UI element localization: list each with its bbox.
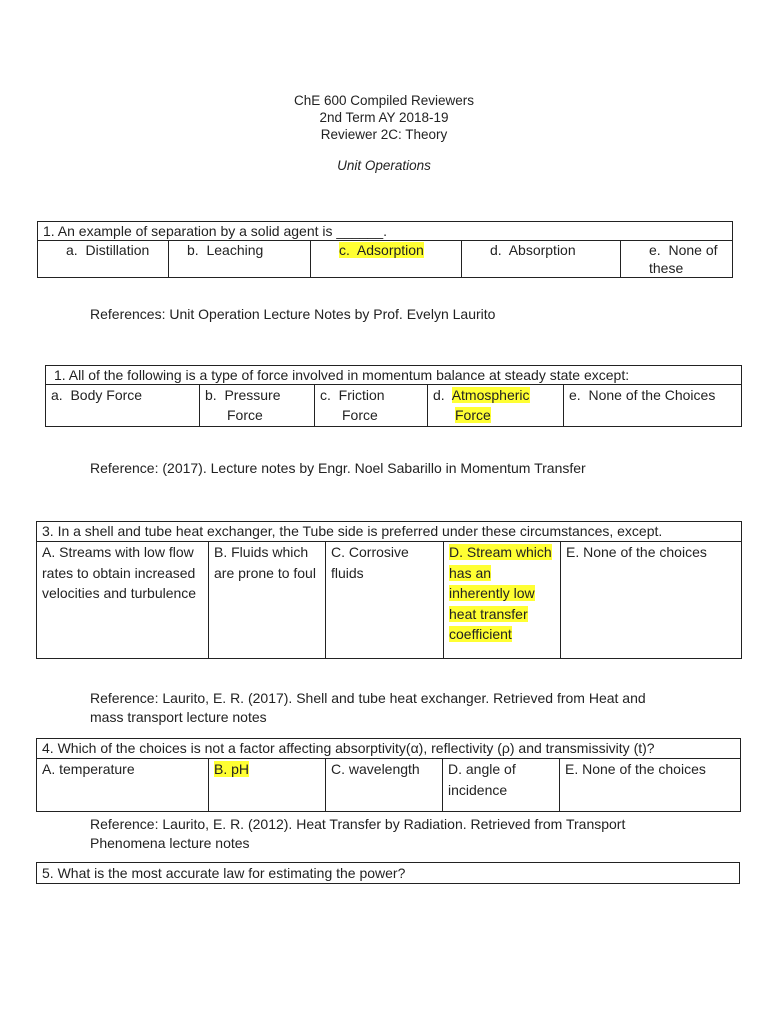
question-4-table	[36, 738, 741, 812]
document-header	[0, 92, 768, 143]
q3-option-e: E. None of the choices	[561, 542, 742, 659]
q3-option-d-answer: D. Stream which has an inherently low heat transfer coefficient	[444, 542, 561, 659]
subject-title: Unit Operations	[337, 158, 431, 173]
q3-option-a: A. Streams with low flow rates to obtain increased velocities and turbulence	[37, 542, 209, 659]
q4-option-c: C. wavelength	[326, 759, 443, 812]
q1-option-d: d. Absorption	[462, 241, 621, 278]
q4-option-b-answer: B. pH	[209, 759, 326, 812]
q2-reference: Reference: (2017). Lecture notes by Engr. Noel Sabarillo in Momentum Transfer	[90, 460, 586, 476]
question-1-table	[37, 221, 733, 278]
q2-option-d-answer: d. Atmospheric Force	[428, 385, 564, 427]
q1-option-c-answer: c. Adsorption	[311, 241, 462, 278]
reviewer-title: Reviewer 2C: Theory	[320, 127, 448, 142]
question-4-stem: 4. Which of the choices is not a factor affecting absorptivity(α), reflectivity (ρ) and transmissivity (t)?	[37, 739, 741, 759]
question-3-stem: 3. In a shell and tube heat exchanger, the Tube side is preferred under these circumstances, except.	[37, 522, 742, 542]
q2-option-a: a. Body Force	[46, 385, 200, 427]
question-2-table	[45, 365, 742, 427]
q4-option-d: D. angle of incidence	[443, 759, 560, 812]
q1-option-b: b. Leaching	[169, 241, 311, 278]
question-1-stem: 1. An example of separation by a solid agent is ______.	[38, 222, 733, 241]
q4-option-e: E. None of the choices	[560, 759, 741, 812]
q3-option-b: B. Fluids which are prone to foul	[209, 542, 326, 659]
question-3-table	[36, 521, 742, 659]
term-line: 2nd Term AY 2018-19	[319, 110, 449, 125]
q3-option-c: C. Corrosive fluids	[326, 542, 444, 659]
question-5-stem: 5. What is the most accurate law for estimating the power?	[37, 863, 740, 884]
q2-option-c: c. Friction Force	[315, 385, 428, 427]
q4-reference: Reference: Laurito, E. R. (2012). Heat Transfer by Radiation. Retrieved from Transport Phenomena lecture notes	[90, 816, 626, 851]
q3-reference: Reference: Laurito, E. R. (2017). Shell and tube heat exchanger. Retrieved from Heat and mass transport lecture notes	[90, 690, 646, 725]
question-2-stem: 1. All of the following is a type of force involved in momentum balance at steady state except:	[46, 366, 742, 385]
q2-option-b: b. Pressure Force	[200, 385, 315, 427]
question-5-table	[36, 862, 740, 884]
q2-option-e: e. None of the Choices	[564, 385, 742, 427]
course-title: ChE 600 Compiled Reviewers	[293, 93, 475, 108]
q1-reference: References: Unit Operation Lecture Notes by Prof. Evelyn Laurito	[90, 306, 496, 322]
q1-option-e: e. None of these	[621, 241, 733, 278]
q1-option-a: a. Distillation	[38, 241, 169, 278]
q4-option-a: A. temperature	[37, 759, 209, 812]
